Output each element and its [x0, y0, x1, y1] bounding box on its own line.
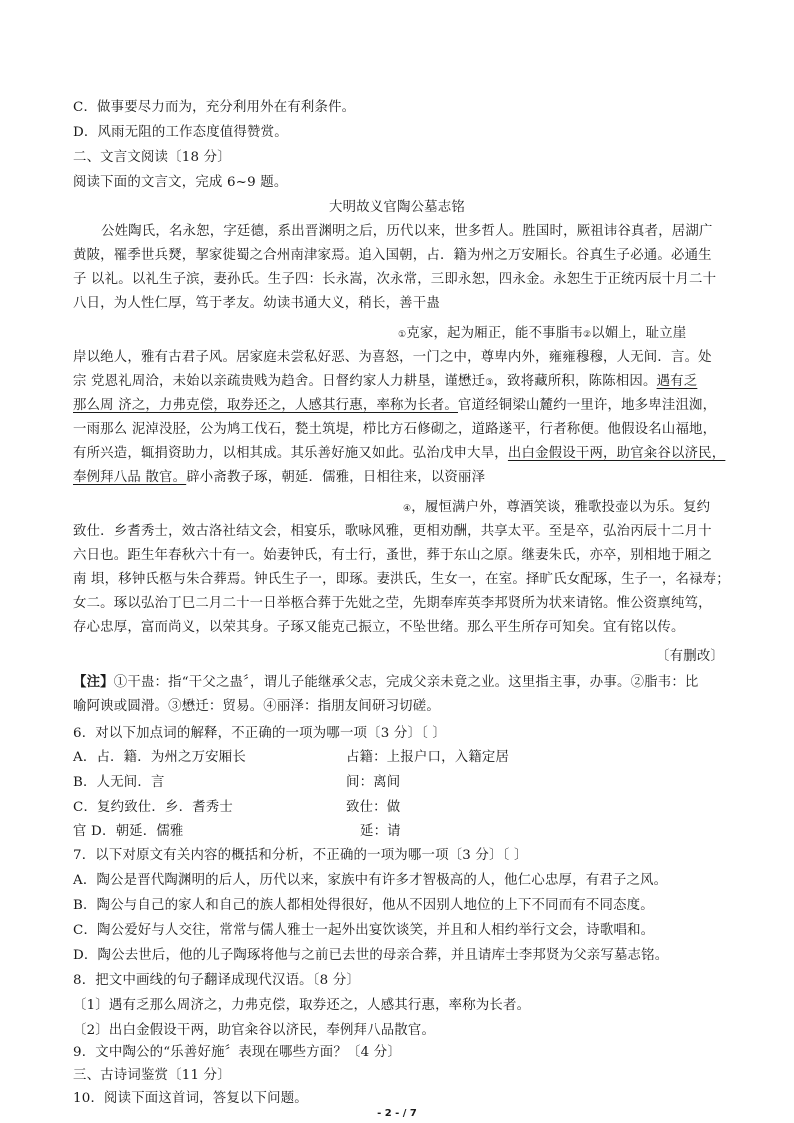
passage-text: ，致将藏所积，陈陈相因。: [493, 374, 657, 389]
q6-option-d-text: 官 D．朝延．儒雅: [73, 824, 184, 839]
question-7: 7．以下对原文有关内容的概括和分析，不正确的一项为哪一项〔3 分〕〔 〕: [73, 848, 528, 863]
notes-text: ①干蛊：指“干父之蛊〞，谓儿子能继承父志，完成父亲未竟之业。这里指主事，办事。②脂韦：比: [113, 675, 699, 690]
q6-option-c: [73, 798, 401, 818]
note-marker: ②: [582, 330, 592, 340]
underlined-sentence: 遇有乏: [656, 374, 698, 389]
q8-sentence-2: 〔2〕出白金假设干两，助官籴谷以济民，奉例拜八品散官。: [73, 1023, 436, 1038]
notes-label: 【注】: [73, 674, 114, 690]
annotation-notes: 喻阿谀或圆滑。③懋迁：贸易。④丽泽：指朋友间研习切磋。: [73, 699, 440, 714]
passage-line: 女二。琢以弘治丁巳二月二十一日举柩合葬于先妣之茔，先期奉库英李邦贤所为状来请铭。惟公资禀纯笃，: [73, 596, 712, 611]
passage-text: 克家，起为厢正，能不事脂韦: [406, 326, 583, 341]
reading-instruction: 阅读下面的文言文，完成 6~9 题。: [73, 175, 288, 190]
underlined-sentence: 那么周 济之，力弗克偿，取券还之，人感其行惠，率称为长者。: [73, 398, 458, 413]
question-10: 10．阅读下面这首词，答复以下问题。: [73, 1091, 308, 1106]
underlined-sentence: 出白金假设干两，助官籴谷以济民，: [507, 446, 726, 461]
note-marker: ③: [485, 378, 494, 388]
q6-option-d: [73, 822, 401, 842]
annotation-notes: [73, 672, 699, 693]
passage-line: [73, 372, 697, 393]
option-c: C．做事要尽力而为，充分利用外在有利条件。: [73, 100, 356, 115]
passage-text: 辟小斋教子琢，朝延．儒雅，日相往来，以资丽泽: [186, 470, 486, 485]
q6-option-b-text: B．人无间．言: [73, 775, 165, 790]
q6-option-c-gloss: 致仕：做: [346, 800, 401, 815]
passage-text: 有所兴造，辄捐资助力，以相其成。其乐善好施又如此。弘治戊申大旱，: [73, 446, 508, 461]
passage-line: 八日，为人性仁厚，笃于孝友。幼读书通大义，稍长，善干蛊: [73, 296, 440, 311]
q6-option-a-gloss: 占籍：上报户口，入籍定居: [346, 750, 510, 765]
passage-line: [398, 324, 686, 345]
option-d: D．风雨无阻的工作态度值得赞赏。: [73, 125, 288, 140]
passage-line: 黄陂，罹季世兵燹，挈家徙蜀之合州南津家焉。追入国朝，占．籍为州之万安厢长。谷真生子必通。必通生: [73, 248, 712, 263]
passage-line: 子 以礼。以礼生子滨，妻孙氏。生子四：长永嵩，次永常，三即永恕，四永金。永恕生于正统丙辰十月二十: [73, 272, 717, 287]
passage-line: 存心忠厚，富而尚义，以荣其身。子琢又能克己振立，不坠世绪。那么平生所存可知矣。宜有铭以传。: [73, 620, 685, 635]
passage-text: ，履恒满户外，尊酒笑谈，雅歌投壶以为乐。复约: [411, 500, 711, 515]
passage-line: [73, 444, 725, 464]
passage-line: [403, 498, 710, 519]
passage-line: 六日也。距生年春秋六十有一。始妻钟氏，有士行，蚤世，葬于东山之原。继妻朱氏，亦卒，别相地于厢之: [73, 548, 712, 563]
passage-title: 大明故义官陶公墓志铭: [329, 200, 465, 215]
q6-option-a-text: A．占．籍．为州之万安厢长: [73, 750, 246, 765]
question-8: 8．把文中画线的句子翻译成现代汉语。〔8 分〕: [73, 973, 361, 988]
q6-option-a: [73, 748, 510, 768]
note-marker: ④: [403, 504, 412, 514]
underlined-sentence: 奉例拜八品 散官。: [73, 470, 187, 485]
section-heading: 三、古诗词鉴赏〔11 分〕: [73, 1068, 231, 1083]
passage-text: 宗 党恩礼周洽，未始以亲疏贵贱为趋舍。日督约家人力耕垦，谨懋迁: [73, 374, 486, 389]
passage-line: [73, 396, 716, 416]
q8-sentence-1: 〔1〕遇有乏那么周济之，力弗克偿，取券还之，人感其行惠，率称为长者。: [73, 998, 531, 1013]
section-heading: 二、文言文阅读〔18 分〕: [73, 150, 231, 165]
passage-line: 南 垻，移钟氏柩与朱合葬焉。钟氏生子一，即琢。妻洪氏，生女一，在室。择旷氏女配琢，生子一，名禄寿；: [73, 572, 730, 587]
q6-option-b: [73, 773, 401, 793]
passage-line: 一雨那么 泥淖没胫，公为鸠工伐石，甃土筑堤，栉比方石修砌之，道路遂平，行者称便。他假设名山福地，: [73, 422, 717, 437]
passage-line: 公姓陶氏，名永恕，字廷德，系出晋渊明之后，历代以来，世多哲人。胜国时，厥祖讳谷真者，居湖广: [101, 224, 713, 239]
passage-line: [73, 468, 485, 488]
q7-option-a: A．陶公是晋代陶渊明的后人，历代以来，家族中有许多才智极高的人，他仁心忠厚，有君子之风。: [73, 873, 668, 888]
passage-text: 以媚上，耻立崖: [591, 326, 687, 341]
passage-line: 岸以绝人，雅有古君子风。居家庭未尝私好恶、为喜怒，一门之中，尊卑内外，雍雍穆穆，人无间．言。处: [73, 350, 712, 365]
q6-option-d-gloss: 延：请: [360, 824, 401, 839]
question-6: 6．对以下加点词的解释，不正确的一项为哪一项〔3 分〕〔 〕: [73, 726, 447, 741]
q7-option-c: C．陶公爱好与人交往，常常与儒人雅士一起外出宴饮谈笑，并且和人相约举行文会，诗歌唱和。: [73, 923, 655, 938]
q6-option-b-gloss: 间：离间: [346, 775, 401, 790]
q6-option-c-text: C．复约致仕．乡．耆秀士: [73, 800, 233, 815]
source-note: 〔有删改〕: [656, 649, 724, 664]
q7-option-d: D．陶公去世后，他的儿子陶琢将他与之前已去世的母亲合葬，并且请库士李邦贤为父亲写墓志铭。: [73, 948, 669, 963]
q7-option-b: B．陶公与自己的家人和自己的族人都相处得很好，他从不因别人地位的上下不同而有不同态度。: [73, 898, 654, 913]
note-marker: ①: [398, 330, 407, 340]
page-number: - 2 - / 7: [377, 1108, 417, 1119]
passage-text: 官道经铜梁山麓约一里许，地多卑洼沮洳，: [458, 398, 717, 413]
question-9: 9．文中陶公的“乐善好施〞表现在哪些方面？〔4 分〕: [73, 1045, 401, 1060]
passage-line: 致仕．乡耆秀士，效古洛社结文会，相宴乐，歌咏风雅，更相劝酬，共享太平。至是卒，弘治丙辰十二月十: [73, 524, 712, 539]
